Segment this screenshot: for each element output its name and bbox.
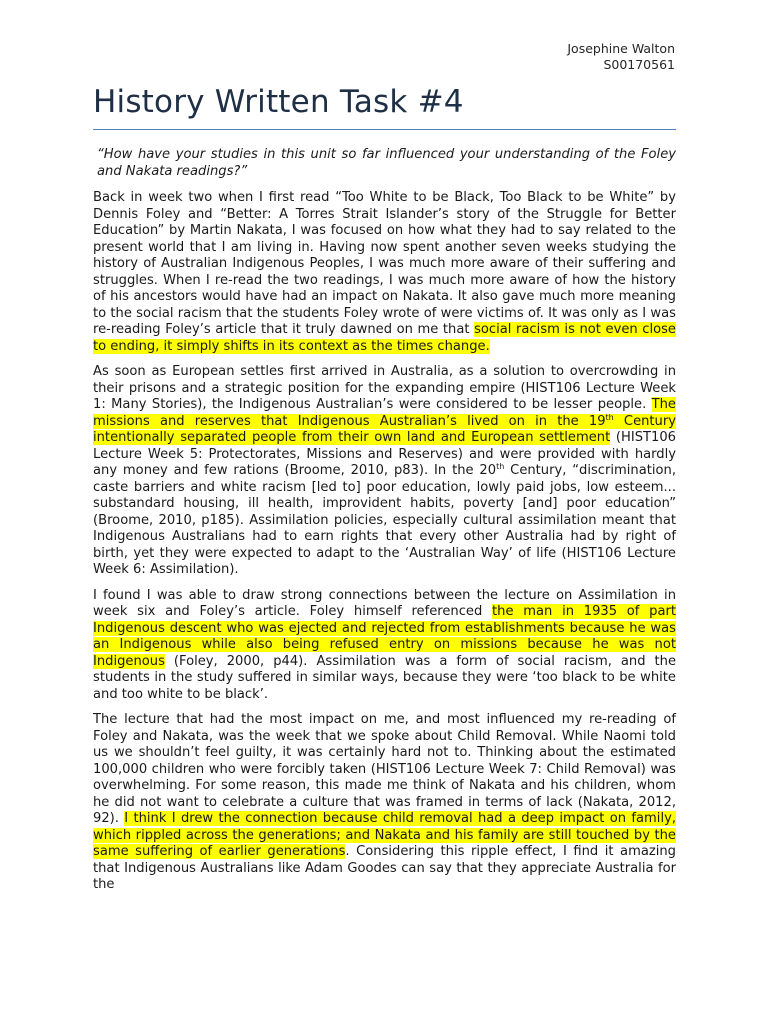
paragraph-1-text: Back in week two when I first read “Too White to be Black, Too Black to be White” by Dennis Foley and “Better: A Torres Strait Islander’s story of the Struggle for Better Education” by Martin Nakata, I was focused on how what they had to say related to the present world that I am living in. Having now spent another seven weeks studying the history of Australian Indigenous Peoples, I was much more aware of their suffering and struggles. When I re-read the two readings, I was much more aware of how the history of his ancestors would have had an impact on Nakata. It also gave much more meaning to the social racism that the students Foley wrote of were victims of. It was only as I was re-reading Foley’s article that it truly dawned on me that xyxy=(93,190,676,337)
paragraph-3-text-a: I found I was able to draw strong connections between the lecture on Assimilation in week six and Foley’s article. Foley himself referenced xyxy=(93,587,676,619)
paragraph-2-text-c: Century, “discrimination, caste barriers and white racism [led to] poor education, lowly paid jobs, low esteem... substandard housing, ill health, improvident habits, poverty [and] poor education” (Broome, 2010, p185). Assimilation policies, especially cultural assimilation meant that Indigenous Australians had to earn rights that every other Australia had by right of birth, yet they were expected to adapt to the ‘Australian Way’ of life (HIST106 Lecture Week 6: Assimilation). xyxy=(93,463,676,577)
paragraph-3-highlight: the man in 1935 of part Indigenous descent who was ejected and rejected from establishments because he was an Indigenous while also being refused entry on missions because he was not Indigenous xyxy=(93,604,677,669)
paragraph-2-text-b: (HIST106 Lecture Week 5: Protectorates, Missions and Reserves) and were provided with hardly any money and few rations (Broome, 2010, p83). In the 20 xyxy=(93,430,676,478)
paragraph-2-superscript: th xyxy=(496,462,505,471)
paragraph-2-highlight-superscript: th xyxy=(605,412,614,422)
paragraph-4-text-a: The lecture that had the most impact on me, and most influenced my re-reading of Foley and Nakata, was the week that we spoke about Child Removal. While Naomi told us we shouldn’t feel guilty, it was certainly hard not to. Thinking about the estimated 100,000 children who were forcibly taken (HIST106 Lecture Week 7: Child Removal) was overwhelming. For some reason, this made me think of Nakata and his children, whom he did not want to celebrate a culture that was framed in terms of lack (Nakata, 2012, 92). xyxy=(93,712,676,826)
paragraph-1 xyxy=(93,190,676,355)
paragraph-2 xyxy=(93,364,676,579)
student-id: S00170561 xyxy=(603,57,675,72)
document-body xyxy=(93,147,676,903)
paragraph-4 xyxy=(93,712,676,894)
author-name: Josephine Walton xyxy=(567,41,675,56)
paragraph-4-text-b: . Considering this ripple effect, I find it amazing that Indigenous Australians like Adam Goodes can say that they appreciate Australia for the xyxy=(93,844,676,892)
author-block xyxy=(567,41,675,73)
paragraph-2-highlight-a: The missions and reserves that Indigenous Australian’s lived on in the 19 xyxy=(93,397,676,429)
paragraph-2-highlight-b: Century intentionally separated people from their own land and European settlement xyxy=(93,413,676,445)
paragraph-3-text-b: (Foley, 2000, p44). Assimilation was a form of social racism, and the students in the study suffered in similar ways, because they were ‘too black to be white and too white to be black’. xyxy=(93,653,676,702)
essay-question: “How have your studies in this unit so far influenced your understanding of the Foley and Nakata readings?” xyxy=(97,147,676,179)
document-title: History Written Task #4 xyxy=(93,84,464,120)
paragraph-1-highlight: social racism is not even close to ending, it simply shifts in its context as the times change. xyxy=(93,322,676,354)
paragraph-2-text-a: As soon as European settles first arrived in Australia, as a solution to overcrowding in their prisons and a strategic position for the expanding empire (HIST106 Lecture Week 1: Many Stories), the Indigenous Australian’s were considered to be lesser people. xyxy=(93,364,676,412)
paragraph-4-highlight: I think I drew the connection because child removal had a deep impact on family, which rippled across the generations; and Nakata and his family are still touched by the same suffering of earlier generations xyxy=(93,811,676,859)
title-underline-rule xyxy=(93,129,676,130)
paragraph-3 xyxy=(93,588,676,704)
